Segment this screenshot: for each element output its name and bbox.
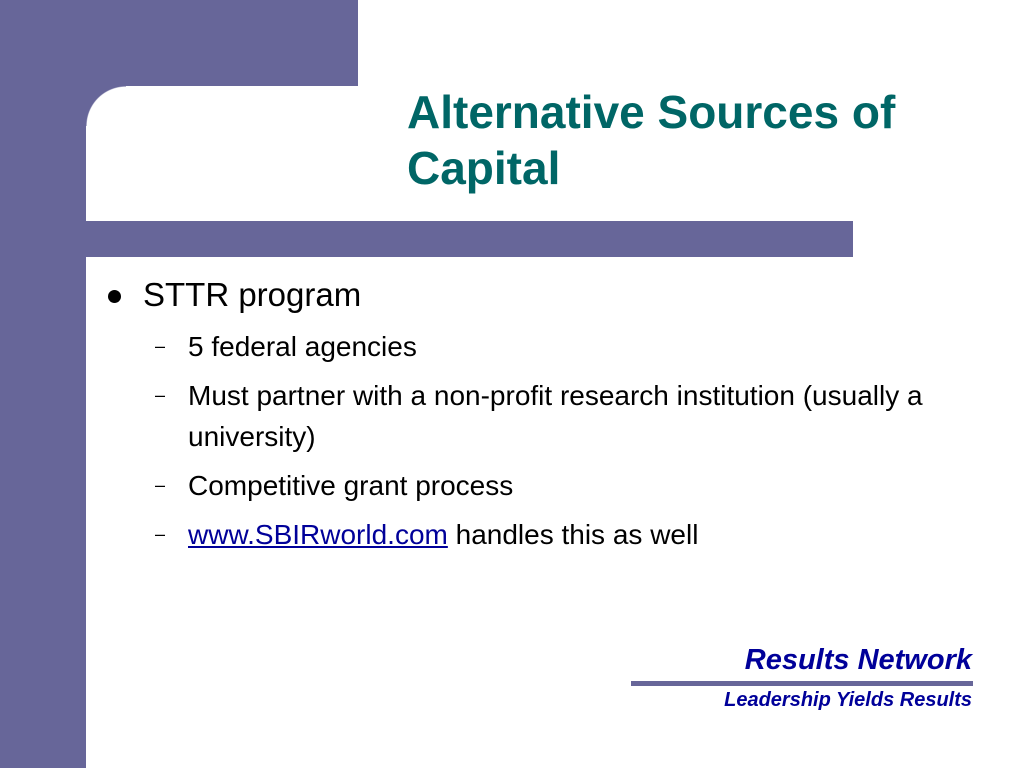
dash-icon: – bbox=[155, 385, 166, 405]
bullet-text: STTR program bbox=[143, 276, 362, 313]
sbirworld-link[interactable]: www.SBIRworld.com bbox=[188, 519, 448, 550]
slide-content bbox=[105, 272, 985, 563]
bullet-sttr-program bbox=[105, 272, 985, 318]
decorative-corner bbox=[86, 86, 126, 126]
sub-bullet-text: 5 federal agencies bbox=[188, 331, 417, 362]
dash-icon: – bbox=[155, 336, 166, 356]
title-divider-band bbox=[86, 221, 853, 257]
bullet-dot-icon bbox=[108, 290, 121, 303]
dash-icon: – bbox=[155, 524, 166, 544]
sub-bullet-text: Must partner with a non-profit research institution (usually a university) bbox=[188, 380, 923, 452]
sub-bullet-text: handles this as well bbox=[447, 519, 699, 550]
left-decorative-bar bbox=[0, 0, 86, 768]
footer-tagline: Leadership Yields Results bbox=[724, 689, 972, 711]
sub-bullet-text: Competitive grant process bbox=[188, 470, 514, 501]
sub-bullet-item bbox=[105, 514, 985, 555]
top-decorative-block bbox=[86, 0, 358, 86]
sub-bullet-item bbox=[105, 326, 985, 367]
sub-bullet-item bbox=[105, 465, 985, 506]
sub-bullet-item bbox=[105, 375, 985, 457]
sub-bullet-list bbox=[105, 326, 985, 555]
slide-title: Alternative Sources of Capital bbox=[407, 86, 896, 194]
footer-brand: Results Network bbox=[744, 644, 972, 676]
dash-icon: – bbox=[155, 475, 166, 495]
